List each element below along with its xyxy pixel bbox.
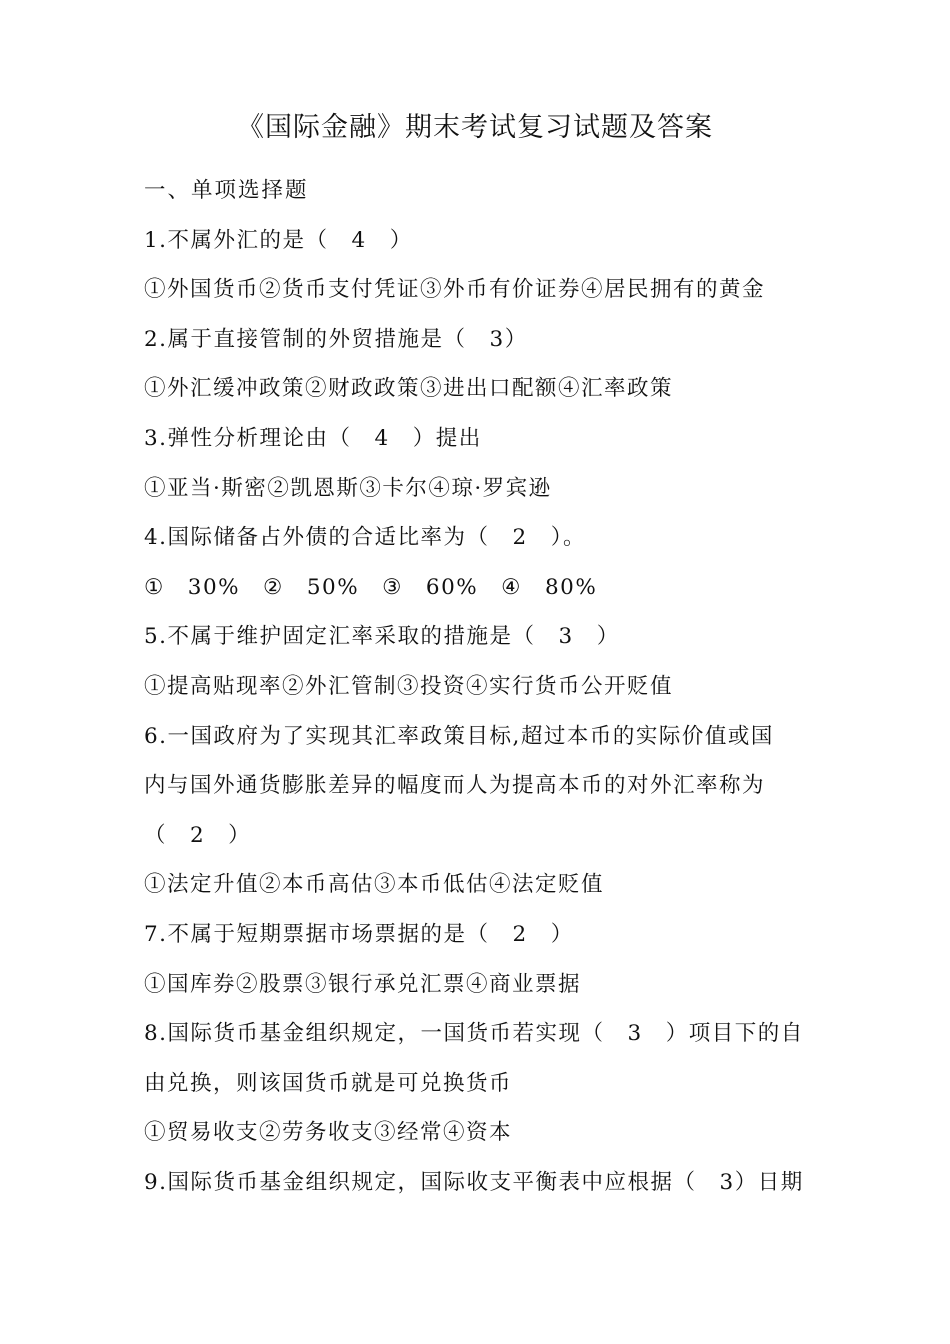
question-7: 7.不属于短期票据市场票据的是（ 2 ） — [144, 921, 574, 947]
question-8-line-2: 由兑换，则该国货币就是可兑换货币 — [144, 1070, 513, 1096]
question-2-options: ①外汇缓冲政策②财政政策③进出口配额④汇率政策 — [144, 376, 674, 402]
question-4: 4.国际储备占外债的合适比率为（ 2 ）。 — [144, 525, 586, 551]
question-8-options: ①贸易收支②劳务收支③经常④资本 — [144, 1120, 513, 1146]
question-6-options: ①法定升值②本币高估③本币低估④法定贬值 — [144, 872, 605, 898]
document-title: 《国际金融》期末考试复习试题及答案 — [237, 112, 713, 143]
document-body — [144, 166, 814, 1207]
question-8-line-1: 8.国际货币基金组织规定，一国货币若实现（ 3 ）项目下的自 — [144, 1021, 804, 1047]
question-6-line-2: 内与国外通货膨胀差异的幅度而人为提高本币的对外汇率称为 — [144, 773, 766, 799]
section-heading: 一、单项选择题 — [144, 178, 309, 203]
question-1: 1.不属外汇的是（ 4 ） — [144, 227, 413, 253]
question-4-options: ① 30% ② 50% ③ 60% ④ 80% — [144, 574, 598, 600]
question-9-line-1: 9.国际货币基金组织规定，国际收支平衡表中应根据（ 3）日期 — [144, 1169, 804, 1195]
question-3-options: ①亚当·斯密②凯恩斯③卡尔④琼·罗宾逊 — [144, 475, 552, 501]
question-6-line-1: 6.一国政府为了实现其汇率政策目标,超过本币的实际价值或国 — [144, 723, 774, 749]
question-6-line-3: （ 2 ） — [144, 822, 252, 848]
question-5-options: ①提高贴现率②外汇管制③投资④实行货币公开贬值 — [144, 673, 674, 699]
question-3: 3.弹性分析理论由（ 4 ）提出 — [144, 425, 482, 451]
question-2: 2.属于直接管制的外贸措施是（ 3） — [144, 326, 528, 352]
question-1-options: ①外国货币②货币支付凭证③外币有价证券④居民拥有的黄金 — [144, 277, 766, 303]
question-7-options: ①国库券②股票③银行承兑汇票④商业票据 — [144, 971, 582, 997]
question-5: 5.不属于维护固定汇率采取的措施是（ 3 ） — [144, 624, 620, 650]
